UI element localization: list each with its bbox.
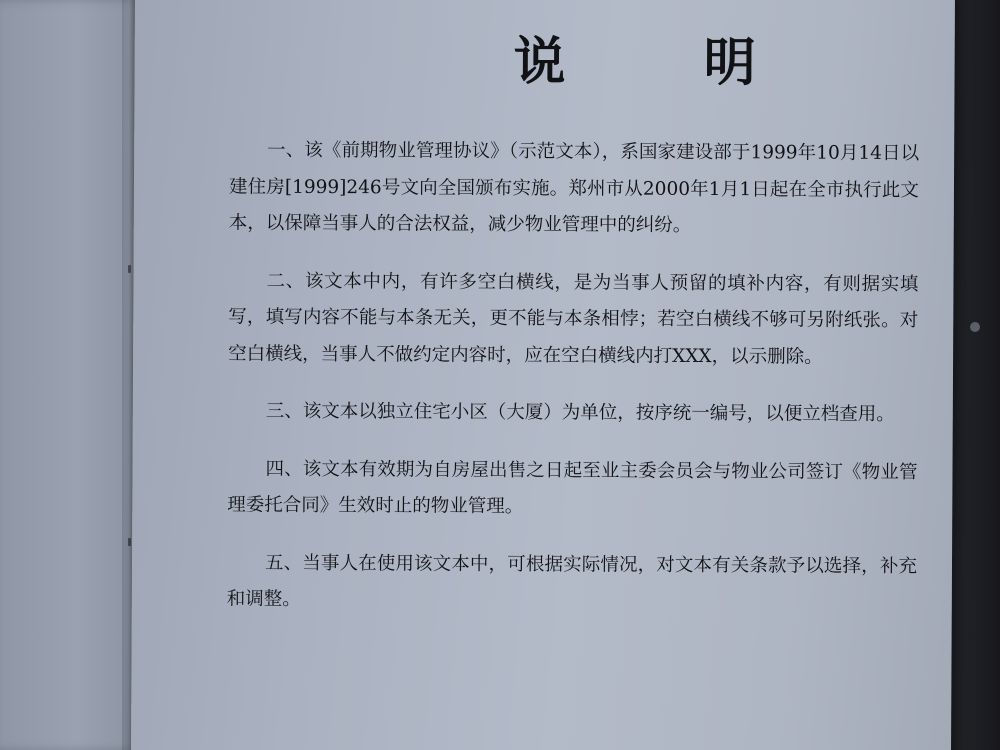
left-binder-page [0, 0, 138, 750]
paragraph-2: 二、该文本中内，有许多空白横线，是为当事人预留的填补内容，有则据实填写，填写内容不能与本条无关，更不能与本条相悖；若空白横线不够可另附纸张。对空白横线，当事人不做约定内容时，应在空白横线内打XXX，以示删除。 [228, 270, 919, 368]
staple-mark [128, 538, 131, 546]
rivet-icon [970, 322, 980, 332]
document-page [131, 0, 955, 750]
document-content [227, 30, 920, 642]
paragraph-4: 四、该文本有效期为自房屋出售之日起至业主委会员会与物业公司签订《物业管理委托合同》生效时止的物业管理。 [227, 458, 918, 518]
paragraph-1: 一、该《前期物业管理协议》（示范文本），系国家建设部于1999年10月14日以建住房[1999]246号文向全国颁布实施。郑州市从2000年1月1日起在全市执行此文本，以保障当事人的合法权益，减少物业管理中的纠纷。 [228, 139, 920, 236]
binding-shadow [122, 0, 128, 750]
document-title: 说 明 [513, 30, 816, 94]
paragraph-5: 五、当事人在使用该文本中，可根据实际情况，对文本有关条款予以选择，补充和调整。 [226, 552, 918, 610]
staple-mark [128, 265, 131, 273]
paragraph-3: 三、该文本以独立住宅小区（大厦）为单位，按序统一编号，以便立档查用。 [265, 400, 895, 425]
